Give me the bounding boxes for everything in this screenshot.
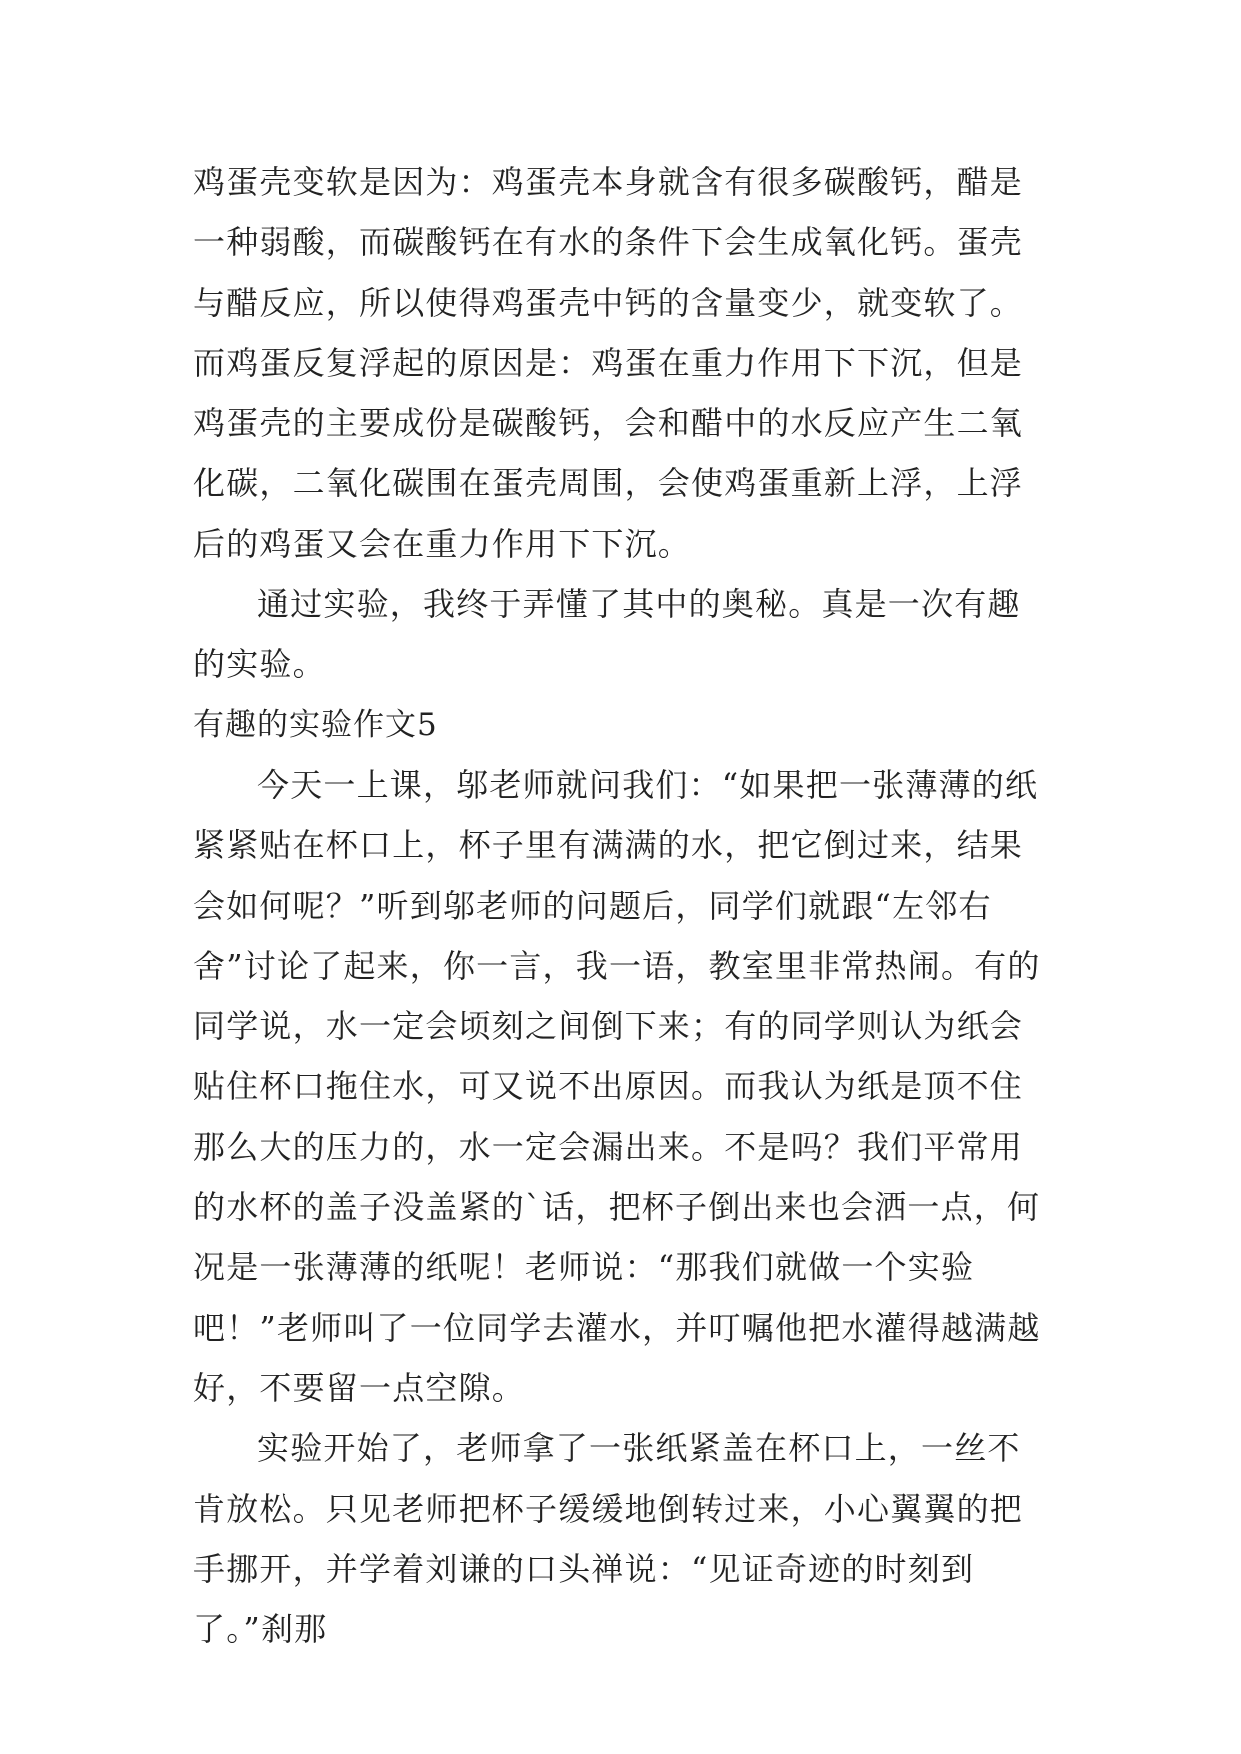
paragraph-teacher-question: 今天一上课，邬老师就问我们：“如果把一张薄薄的纸紧紧贴在杯口上，杯子里有满满的水，把它倒过来，结果会如何呢？”听到邬老师的问题后，同学们就跟“左邻右舍”讨论了起来，你一言，我一语，教室里非常热闹。有的同学说，水一定会顷刻之间倒下来；有的同学则认为纸会贴住杯口拖住水，可又说不出原因。而我认为纸是顶不住那么大的压力的，水一定会漏出来。不是吗？我们平常用的水杯的盖子没盖紧的`话，把杯子倒出来也会洒一点，何况是一张薄薄的纸呢！老师说：“那我们就做一个实验吧！”老师叫了一位同学去灌水，并叮嘱他把水灌得越满越好，不要留一点空隙。 xyxy=(193,765,1041,1407)
paragraph-experiment-start: 实验开始了，老师拿了一张纸紧盖在杯口上，一丝不肯放松。只见老师把杯子缓缓地倒转过来，小心翼翼的把手挪开，并学着刘谦的口头禅说：“见证奇迹的时刻到了。”刹那 xyxy=(193,1429,1024,1649)
paragraph-conclusion: 通过实验，我终于弄懂了其中的奥秘。真是一次有趣的实验。 xyxy=(193,585,1021,684)
paragraph-eggshell-explanation: 鸡蛋壳变软是因为：鸡蛋壳本身就含有很多碳酸钙，醋是一种弱酸，而碳酸钙在有水的条件下会生成氧化钙。蛋壳与醋反应，所以使得鸡蛋壳中钙的含量变少，就变软了。而鸡蛋反复浮起的原因是：鸡蛋在重力作用下下沉，但是鸡蛋壳的主要成份是碳酸钙，会和醋中的水反应产生二氧化碳，二氧化碳围在蛋壳周围，会使鸡蛋重新上浮，上浮后的鸡蛋又会在重力作用下下沉。 xyxy=(193,163,1024,563)
document-body xyxy=(193,152,1053,1659)
section-heading: 有趣的实验作文5 xyxy=(193,706,438,743)
